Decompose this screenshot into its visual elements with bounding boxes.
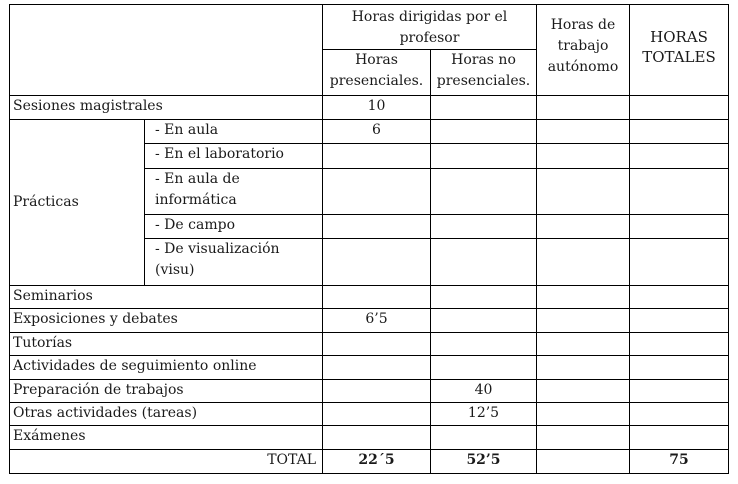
cell-exposiciones-presenciales: 6’5 [323,309,431,333]
row-label-laboratorio: - En el laboratorio [145,144,323,169]
cell-empty [630,356,729,380]
row-label-sesiones: Sesiones magistrales [10,96,323,120]
cell-empty [630,309,729,333]
cell-empty [431,215,537,239]
cell-empty [630,286,729,309]
row-label-exposiciones: Exposiciones y debates [10,309,323,333]
cell-empty [630,333,729,356]
table-row [10,120,729,144]
cell-empty [431,309,537,333]
cell-empty [537,333,630,356]
cell-empty [630,239,729,286]
cell-empty [431,239,537,286]
row-label-tutorias: Tutorías [10,333,323,356]
cell-otras-no-presenciales: 12’5 [431,403,537,426]
cell-empty [630,403,729,426]
cell-empty [431,96,537,120]
cell-empty [537,239,630,286]
table-row [10,356,729,380]
cell-empty [630,426,729,450]
row-label-informatica: - En aula de informática [145,169,323,215]
cell-empty [630,144,729,169]
cell-empty [630,380,729,403]
cell-empty [431,333,537,356]
cell-empty [537,169,630,215]
header-blank-cell [10,5,323,96]
row-label-seguimiento: Actividades de seguimiento online [10,356,323,380]
total-presenciales: 22´5 [323,450,431,474]
cell-empty [537,144,630,169]
cell-empty [537,215,630,239]
cell-empty [431,426,537,450]
cell-empty [323,286,431,309]
cell-empty [323,215,431,239]
header-horas-totales: HORAS TOTALES [630,5,729,96]
cell-empty [537,309,630,333]
table-row [10,403,729,426]
hours-table [9,4,729,474]
table-row [10,380,729,403]
cell-empty [537,403,630,426]
table-row [10,426,729,450]
total-label: TOTAL [10,450,323,474]
cell-empty [323,333,431,356]
cell-empty [630,169,729,215]
total-horas-totales: 75 [630,450,729,474]
header-horas-autonomo: Horas de trabajo autónomo [537,5,630,96]
cell-empty [431,169,537,215]
cell-empty [431,286,537,309]
row-label-examenes: Exámenes [10,426,323,450]
total-no-presenciales: 52’5 [431,450,537,474]
cell-empty [323,426,431,450]
cell-empty [537,426,630,450]
row-label-visualizacion: - De visualización (visu) [145,239,323,286]
cell-empty [323,239,431,286]
row-label-practicas: Prácticas [10,120,145,286]
cell-empty [537,96,630,120]
row-label-otras: Otras actividades (tareas) [10,403,323,426]
table-row [10,309,729,333]
row-label-seminarios: Seminarios [10,286,323,309]
cell-empty [323,169,431,215]
total-row [10,450,729,474]
cell-empty [537,120,630,144]
cell-empty [323,356,431,380]
header-horas-dirigidas: Horas dirigidas por el profesor [323,5,537,50]
cell-empty [537,380,630,403]
cell-empty [537,450,630,474]
header-horas-presenciales: Horas presenciales. [323,50,431,96]
cell-empty [431,356,537,380]
table-row [10,96,729,120]
cell-en-aula-presenciales: 6 [323,120,431,144]
header-horas-no-presenciales: Horas no presenciales. [431,50,537,96]
table-row [10,333,729,356]
row-label-en-aula: - En aula [145,120,323,144]
table-row [10,286,729,309]
cell-empty [431,120,537,144]
cell-preparacion-no-presenciales: 40 [431,380,537,403]
cell-empty [323,380,431,403]
cell-empty [630,215,729,239]
cell-empty [630,120,729,144]
cell-sesiones-presenciales: 10 [323,96,431,120]
row-label-campo: - De campo [145,215,323,239]
cell-empty [537,356,630,380]
cell-empty [323,403,431,426]
row-label-preparacion: Preparación de trabajos [10,380,323,403]
cell-empty [630,96,729,120]
cell-empty [431,144,537,169]
cell-empty [537,286,630,309]
cell-empty [323,144,431,169]
